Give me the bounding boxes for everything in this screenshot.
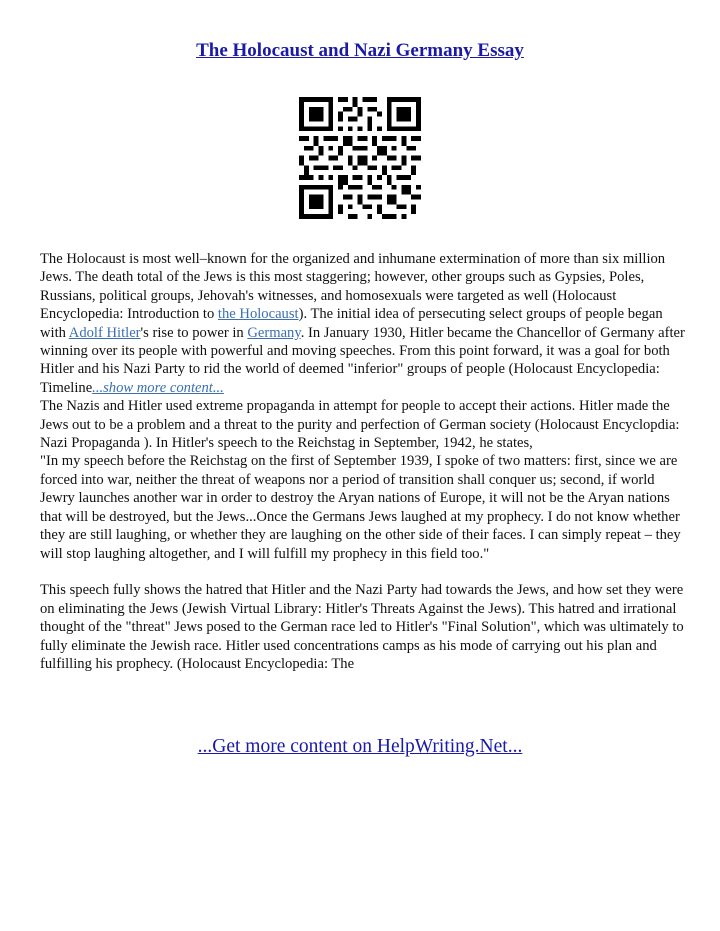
essay-title-link[interactable]: The Holocaust and Nazi Germany Essay [196,40,524,61]
essay-body [40,250,689,673]
get-more-content-link[interactable]: ...Get more content on HelpWriting.Net... [197,736,523,757]
holocaust-link[interactable]: the Holocaust [217,306,299,323]
paragraph-2: The Nazis and Hitler used extreme propaganda in attempt for people to accept their actions. Hitler made the Jews out to be a problem and a threat to the purity and perfection of German society (Holocaust Encyclopdia: Nazi Propaganda ). In Hitler's speech to the Reichstag in September, 1942, he states, [40,398,684,452]
paragraph-4: This speech fully shows the hatred that Hitler and the Nazi Party had towards the Jews, and how set they were on eliminating the Jews (Jewish Virtual Library: Hitler's Threats Against the Jews). This hatred and irrational thought of the "threat" Jews posed to the German race led to Hitler's "Final Solution", which was ultimately to fully eliminate the Jewish race. Hitler used concentrations camps as his mode of carrying out his plan and fulfilling his prophecy. (Holocaust Encyclopedia: The [40,582,688,672]
show-more-content-link[interactable]: ...show more content... [92,379,224,396]
adolf-hitler-link[interactable]: Adolf Hitler [68,324,141,341]
paragraph-3-quote: "In my speech before the Reichstag on the first of September 1939, I spoke of two matters: first, since we are forced into war, neither the threat of weapons nor a period of transition shall conquer us; second, if world Jewry launches another war in order to destroy the Aryan nations of Europe, it will not be the Aryan nations that will be destroyed, but the Jews...Once the Germans Jews laughed at my prophecy. I do not know whether they are still laughing, or whether they are laughing on the other side of their faces. I can simply repeat – they will stop laughing altogether, and I will fulfill my prophecy in this field too." [40,453,685,562]
paragraph-1: The Holocaust is most well–known for the organized and inhumane extermination of more than six million Jews. The death total of the Jews is this most staggering; however, other groups such as Gypsies, Poles, Russians, political groups, Jehovah's witnesses, and homosexuals were targeted as well (Holocaust Encyclopedia: Introduction to the Holocaust). The initial idea of persecuting select groups of people began with Adolf Hitler's rise to power in Germany. In January 1930, Hitler became the Chancellor of Germany after winning over its people with powerful and moving speeches. From this point forward, it was a goal for both Hitler and his Nazi Party to rid the world of deemed "inferior" groups of people (Holocaust Encyclopedia: Timeline...show more content... [40,251,689,396]
germany-link[interactable]: Germany [247,324,301,341]
qr-code-icon [299,97,421,219]
